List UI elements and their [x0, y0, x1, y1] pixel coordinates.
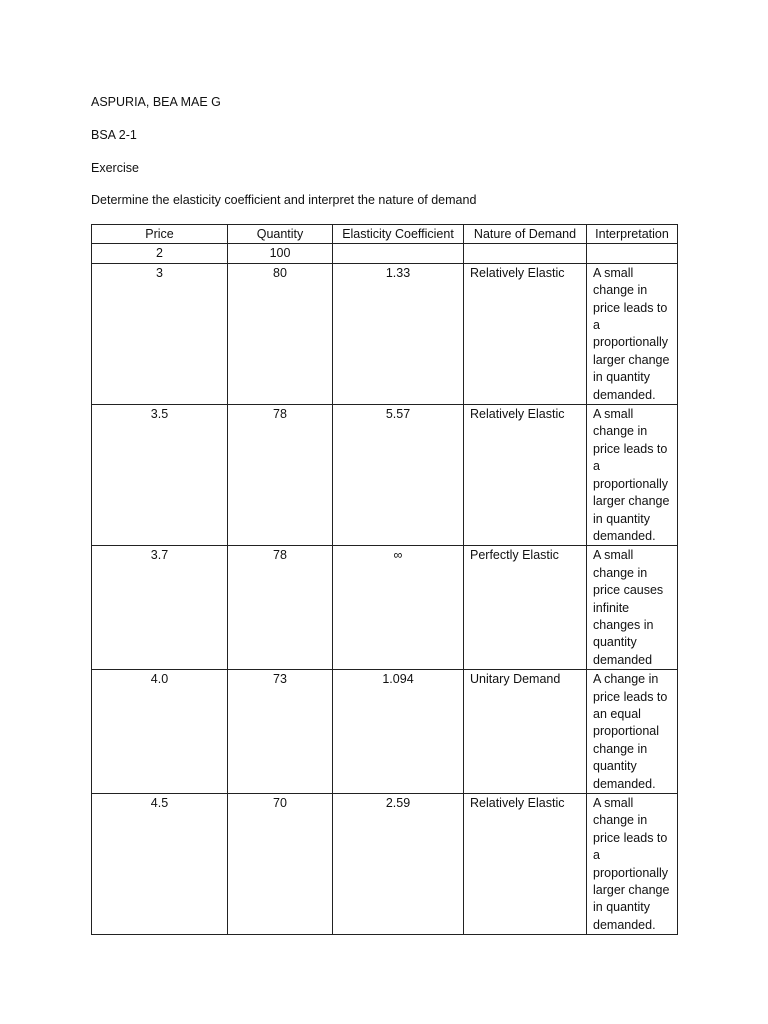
- table-row: [92, 546, 678, 670]
- price-cell: 3: [92, 263, 228, 404]
- column-header-elasticity-coefficient: Elasticity Coefficient: [333, 225, 464, 244]
- interpretation-cell: [587, 244, 678, 263]
- coefficient-cell: 1.094: [333, 670, 464, 794]
- quantity-cell: 73: [228, 670, 333, 794]
- table-row: [92, 670, 678, 794]
- price-cell: 4.5: [92, 794, 228, 935]
- interpretation-cell: A change in price leads to an equal proportional change in quantity demanded.: [587, 670, 678, 794]
- coefficient-cell: 5.57: [333, 405, 464, 546]
- table-row: [92, 263, 678, 404]
- nature-cell: Relatively Elastic: [464, 263, 587, 404]
- coefficient-cell: ∞: [333, 546, 464, 670]
- nature-cell: Unitary Demand: [464, 670, 587, 794]
- quantity-cell: 78: [228, 546, 333, 670]
- table-row: [92, 794, 678, 935]
- student-name: ASPURIA, BEA MAE G: [91, 95, 221, 109]
- quantity-cell: 80: [228, 263, 333, 404]
- coefficient-cell: 2.59: [333, 794, 464, 935]
- coefficient-cell: [333, 244, 464, 263]
- nature-cell: Relatively Elastic: [464, 794, 587, 935]
- elasticity-table: [91, 224, 678, 935]
- interpretation-cell: A small change in price leads to a proportionally larger change in quantity demanded.: [587, 263, 678, 404]
- nature-cell: Relatively Elastic: [464, 405, 587, 546]
- nature-cell: Perfectly Elastic: [464, 546, 587, 670]
- activity-title: Exercise: [91, 161, 139, 175]
- table-row: [92, 405, 678, 546]
- price-cell: 3.7: [92, 546, 228, 670]
- quantity-cell: 70: [228, 794, 333, 935]
- instruction-text: Determine the elasticity coefficient and interpret the nature of demand: [91, 193, 477, 207]
- table-header-row: [92, 225, 678, 244]
- interpretation-cell: A small change in price leads to a proportionally larger change in quantity demanded.: [587, 405, 678, 546]
- student-section: BSA 2-1: [91, 128, 137, 142]
- quantity-cell: 78: [228, 405, 333, 546]
- price-cell: 4.0: [92, 670, 228, 794]
- column-header-nature-of-demand: Nature of Demand: [464, 225, 587, 244]
- price-cell: 2: [92, 244, 228, 263]
- interpretation-cell: A small change in price causes infinite changes in quantity demanded: [587, 546, 678, 670]
- interpretation-cell: A small change in price leads to a proportionally larger change in quantity demanded.: [587, 794, 678, 935]
- price-cell: 3.5: [92, 405, 228, 546]
- nature-cell: [464, 244, 587, 263]
- coefficient-cell: 1.33: [333, 263, 464, 404]
- column-header-quantity: Quantity: [228, 225, 333, 244]
- table-row: [92, 244, 678, 263]
- column-header-price: Price: [92, 225, 228, 244]
- quantity-cell: 100: [228, 244, 333, 263]
- column-header-interpretation: Interpretation: [587, 225, 678, 244]
